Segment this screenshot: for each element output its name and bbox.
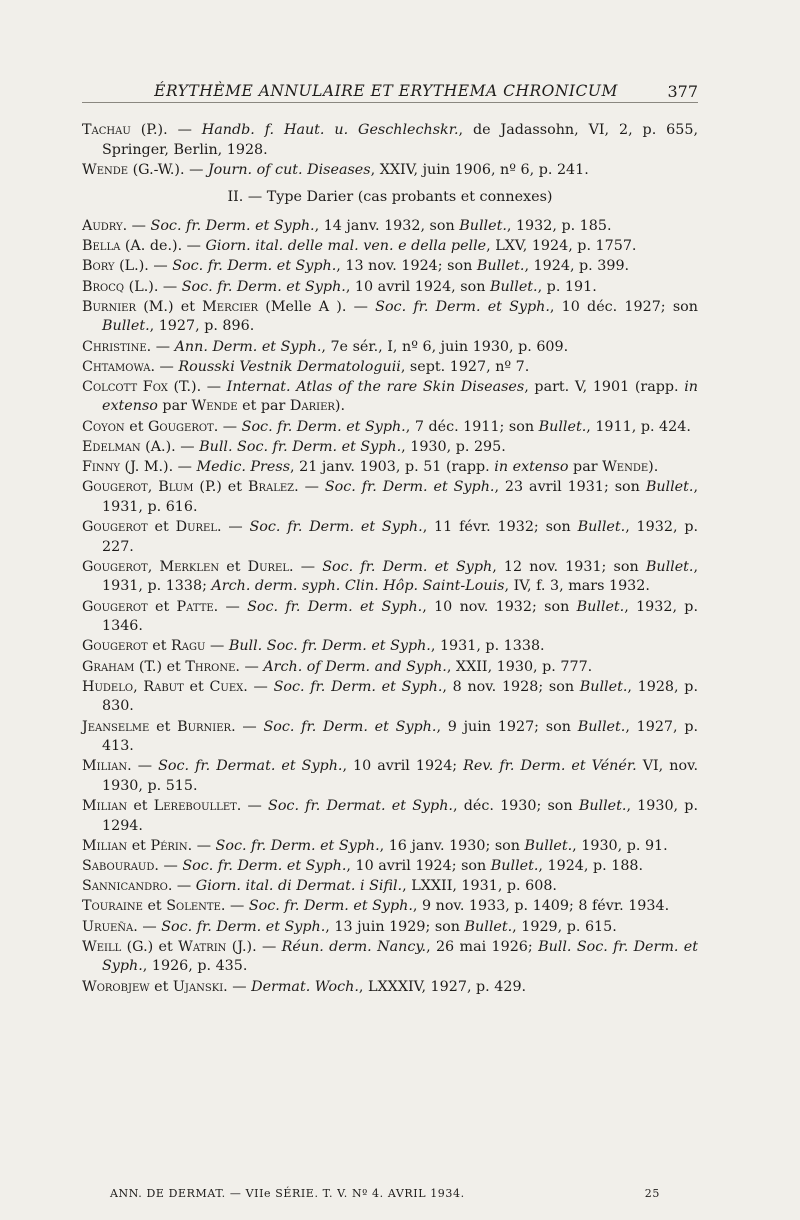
citation-text: (M.) et [136, 298, 203, 315]
citation-text: . — [236, 798, 269, 815]
citation-text: , p. 191. [537, 278, 597, 295]
author-name: Tachau [82, 122, 131, 138]
journal-title: Bullet. [524, 837, 573, 854]
signature-number: 25 [644, 1187, 660, 1200]
citation-text: et [183, 678, 210, 695]
reference-entry [82, 978, 698, 998]
author-name: Mercier [202, 298, 259, 315]
citation-text: , 10 avril 1924, son [345, 278, 490, 295]
author-name: Sannicandro [82, 878, 168, 895]
citation-text: . — [220, 898, 249, 915]
reference-entry [82, 418, 698, 438]
citation-text: (L.). — [124, 278, 182, 295]
author-name: Milian [82, 798, 128, 815]
journal-title: Bull. Soc. fr. Derm. et Syph. [102, 938, 699, 975]
reference-entry [82, 458, 698, 478]
citation-text: , 13 juin 1929; son [325, 918, 465, 935]
journal-title: Bullet. [577, 718, 626, 735]
citation-text: , 10 nov. 1932; son [422, 598, 577, 615]
citation-text: — [205, 638, 229, 655]
journal-title: in extenso [494, 459, 569, 476]
author-name: Gougerot [82, 519, 148, 535]
journal-title: Soc. fr. Derm. et Syph. [161, 918, 326, 935]
author-name: Wende [191, 398, 238, 415]
citation-text: . — [154, 858, 183, 875]
citation-text: ). [648, 459, 659, 476]
journal-title: Bull. Soc. fr. Derm. et Syph. [199, 438, 402, 455]
journal-title: Soc. fr. Derm. et Syph. [249, 519, 423, 535]
citation-text: . — [213, 598, 248, 615]
reference-entry [82, 478, 698, 517]
citation-text: . — [223, 978, 252, 995]
footer [110, 1187, 660, 1200]
citation-text: , 14 janv. 1932, son [314, 217, 460, 234]
journal-title: in extenso [102, 378, 698, 415]
citation-text: , 9 nov. 1933, p. 1409; 8 févr. 1934. [412, 898, 670, 915]
author-name: Gougerot [82, 558, 148, 575]
author-name: Audry [82, 217, 123, 234]
author-name: Rabut [143, 678, 184, 695]
journal-title: Arch. of Derm. and Syph. [263, 658, 447, 675]
citation-text: , 12 nov. 1931; son [492, 558, 646, 575]
reference-entry [82, 637, 698, 657]
reference-list [82, 121, 698, 998]
author-name: Finny [82, 459, 120, 476]
author-name: Bella [82, 238, 121, 255]
reference-entry [82, 358, 698, 378]
citation-text: , 26 mai 1926; [426, 938, 539, 955]
running-title: ÉRYTHÈME ANNULAIRE ET ERYTHEMA CHRONICUM [154, 82, 618, 100]
journal-title: Bullet. [489, 278, 538, 295]
citation-text: , 1928, p. 830. [102, 678, 699, 715]
author-name: Christine [82, 338, 147, 355]
citation-text: , 1932, p. 185. [506, 217, 612, 234]
citation-text: , 11 févr. 1932; son [422, 519, 578, 535]
author-name: Gougerot [82, 638, 148, 655]
author-name: Ujanski [172, 978, 224, 995]
journal-title: Bullet. [579, 678, 628, 695]
citation-text: , LXXXIV, 1927, p. 429. [358, 978, 527, 995]
citation-text: et [149, 978, 173, 995]
citation-text: (L.). — [114, 258, 173, 275]
citation-text: , 1926, p. 435. [142, 958, 248, 975]
citation-text: , 7e sér., I, nº 6, juin 1930, p. 609. [321, 338, 569, 355]
citation-text: , de Jadassohn, VI, 2, p. 655, Springer, Berlin, 1928. [102, 122, 698, 158]
citation-text: , 1931, p. 1338. [430, 638, 545, 655]
journal-title: Rev. fr. Derm. et Vénér. [463, 758, 637, 775]
citation-text: , 10 déc. 1927; son [549, 298, 698, 315]
author-name: Chtamowa [82, 358, 151, 375]
citation-text: , 1929, p. 615. [512, 918, 617, 935]
reference-entry [82, 658, 698, 678]
citation-text: , 1932, p. 1346. [102, 598, 698, 635]
author-name: Blum [158, 479, 194, 496]
citation-text: , 1930, p. 295. [401, 438, 506, 455]
author-name: Gougerot [147, 418, 214, 435]
reference-entry [82, 877, 698, 897]
journal-title: Internat. Atlas of the rare Skin Diseases [226, 378, 525, 395]
journal-title: Arch. derm. syph. Clin. Hôp. Saint-Louis [211, 578, 505, 595]
citation-text: . — [213, 418, 242, 435]
reference-entry [82, 217, 698, 237]
journal-title: Giorn. ital. di Dermat. i Sifil. [195, 878, 403, 895]
journal-title: Réun. derm. Nancy. [281, 938, 427, 955]
journal-title: Soc. fr. Derm. et Syph. [375, 298, 550, 315]
citation-text: . — [216, 519, 250, 535]
author-name: Burnier [82, 298, 136, 315]
citation-text: et [127, 798, 154, 815]
reference-entry [82, 797, 698, 836]
reference-entry [82, 257, 698, 277]
journal-title: Bullet. [102, 318, 150, 335]
author-name: Hudelo [82, 678, 134, 695]
author-name: Coyon [82, 418, 125, 435]
reference-entry [82, 558, 698, 597]
journal-title: Bull. Soc. fr. Derm. et Syph. [228, 638, 431, 655]
reference-entry [82, 278, 698, 298]
citation-text: , part. V, 1901 (rapp. [524, 378, 685, 395]
citation-text: (J. M.). — [119, 459, 197, 476]
citation-text: (P.). — [130, 122, 202, 138]
citation-text: , 21 janv. 1903, p. 51 (rapp. [290, 459, 495, 476]
reference-entry [82, 837, 698, 857]
citation-text: (J.). — [226, 938, 282, 955]
journal-title: Soc. fr. Derm. et Syph. [172, 258, 337, 275]
citation-text: par [568, 459, 603, 476]
reference-entry [82, 938, 698, 977]
citation-text: , 1931, p. 616. [102, 479, 698, 515]
reference-entry [82, 161, 698, 181]
citation-text: . — [127, 758, 159, 775]
citation-text: , 10 avril 1924; [342, 758, 464, 775]
citation-text: , sept. 1927, nº 7. [400, 358, 530, 375]
citation-text: , LXV, 1924, p. 1757. [486, 238, 637, 255]
citation-text: . — [231, 718, 264, 735]
citation-text: , [147, 558, 160, 575]
journal-title: Bullet. [490, 858, 539, 875]
page-number: 377 [667, 82, 698, 101]
journal-title: Soc. fr. Derm. et Syph. [241, 418, 406, 435]
citation-text: par [157, 398, 192, 415]
citation-text: , 13 nov. 1924; son [336, 258, 477, 275]
journal-title: Ann. Derm. et Syph. [174, 338, 322, 355]
journal-title: Soc. fr. Dermat. et Syph. [158, 758, 343, 775]
journal-title: Bullet. [538, 418, 587, 435]
author-name: Touraine [82, 898, 143, 915]
journal-title: Dermat. Woch. [251, 978, 359, 995]
journal-title: Soc. fr. Dermat. et Syph. [268, 798, 453, 815]
citation-text: ). [334, 398, 346, 415]
citation-text: , 1924, p. 188. [538, 858, 644, 875]
author-name: Gougerot [82, 479, 148, 496]
author-name: Brocq [82, 278, 125, 295]
citation-text: . — [289, 558, 323, 575]
reference-entry [82, 897, 698, 917]
reference-entry [82, 378, 698, 417]
citation-text: . — [146, 338, 175, 355]
author-name: Gougerot [82, 598, 148, 615]
reference-entry [82, 338, 698, 358]
reference-entry [82, 918, 698, 938]
author-name: Cuex [209, 678, 244, 695]
journal-title: Journ. of cut. Diseases [207, 161, 371, 178]
reference-entry [82, 857, 698, 877]
reference-entry [82, 678, 698, 717]
author-name: Lereboullet [153, 798, 237, 815]
citation-text: (G.) et [121, 938, 179, 955]
author-name: Wende [602, 459, 649, 476]
journal-title: Soc. fr. Derm. et Syph. [324, 479, 495, 496]
reference-entry [82, 757, 698, 796]
author-name: Burnier [177, 718, 232, 735]
journal-title: Soc. fr. Derm. et Syph [322, 558, 493, 575]
citation-text: . — [294, 479, 325, 496]
citation-text: , LXXII, 1931, p. 608. [402, 878, 557, 895]
citation-text: et [142, 898, 167, 915]
journal-title: Soc. fr. Derm. et Syph. [150, 217, 315, 234]
citation-text: , 1932, p. 227. [102, 519, 699, 555]
citation-text: VI, nov. 1930, p. 515. [102, 758, 698, 794]
author-name: Bralez [247, 479, 295, 496]
citation-text: et [219, 558, 248, 575]
reference-entry [82, 718, 698, 757]
reference-entry [82, 298, 698, 337]
header-rule [82, 102, 698, 103]
journal-title: Soc. fr. Derm. et Syph. [215, 837, 380, 854]
citation-text: (T.) et [134, 658, 186, 675]
author-name: Urueña [82, 918, 134, 935]
author-name: Jeanselme [82, 718, 150, 735]
citation-text: (Melle A ). — [258, 298, 376, 315]
citation-text: (G.-W.). — [128, 161, 208, 178]
author-name: Darier [289, 398, 335, 415]
journal-title: Handb. f. Haut. u. Geschlechskr. [201, 122, 459, 138]
journal-title: Medic. Press [196, 459, 291, 476]
author-name: Sabouraud [82, 858, 155, 875]
footer-journal-line: ANN. DE DERMAT. — VIIe SÉRIE. T. V. Nº 4. AVRIL 1934. [110, 1187, 465, 1200]
author-name: Solente [166, 898, 221, 915]
journal-title: Bullet. [578, 798, 627, 815]
section-heading: II. — Type Darier (cas probants et connexes) [227, 189, 553, 206]
citation-text: , 7 déc. 1911; son [405, 418, 539, 435]
author-name: Worobjew [82, 978, 150, 995]
author-name: Graham [82, 658, 135, 675]
citation-text: et [147, 638, 172, 655]
author-name: Ragu [171, 638, 206, 655]
journal-title: Soc. fr. Derm. et Syph. [273, 678, 443, 695]
citation-text: , XXIV, juin 1906, nº 6, p. 241. [370, 161, 589, 178]
journal-title: Giorn. ital. delle mal. ven. e della pelle [205, 238, 487, 255]
citation-text: , 1931, p. 1338; [102, 558, 699, 595]
citation-text: , 1930, p. 91. [572, 837, 668, 854]
citation-text: et [127, 837, 151, 854]
citation-text: , 1911, p. 424. [586, 418, 691, 435]
journal-title: Bullet. [645, 558, 694, 575]
citation-text: . — [167, 878, 196, 895]
journal-title: Bullet. [464, 918, 513, 935]
citation-text: , XXII, 1930, p. 777. [446, 658, 593, 675]
citation-text: (T.). — [167, 378, 227, 395]
citation-text: . — [243, 678, 274, 695]
journal-title: Soc. fr. Derm. et Syph. [247, 598, 423, 615]
citation-text: . — [235, 658, 264, 675]
citation-text: , déc. 1930; son [452, 798, 579, 815]
journal-title: Soc. fr. Derm. et Syph. [248, 898, 413, 915]
citation-text: , IV, f. 3, mars 1932. [504, 578, 650, 595]
author-name: Périn [150, 837, 188, 854]
journal-title: Bullet. [459, 217, 507, 234]
reference-entry [82, 518, 698, 557]
author-name: Weill [82, 938, 122, 955]
journal-title: Soc. fr. Derm. et Syph. [182, 858, 347, 875]
citation-text: , 16 janv. 1930; son [379, 837, 525, 854]
citation-text: et [147, 519, 176, 535]
reference-entry [82, 121, 698, 160]
citation-text: et par [237, 398, 290, 415]
journal-title: Soc. fr. Derm. et Syph. [263, 718, 437, 735]
citation-text: , 1927, p. 896. [149, 318, 255, 335]
journal-title: Soc. fr. Derm. et Syph. [181, 278, 346, 295]
citation-text: , 1924, p. 399. [524, 258, 630, 275]
citation-text: (A. de.). — [120, 238, 206, 255]
author-name: Milian [82, 758, 128, 775]
reference-entry [82, 438, 698, 458]
citation-text: . — [187, 837, 216, 854]
reference-entry [82, 598, 698, 637]
author-name: Durel [247, 558, 290, 575]
citation-text: . — [122, 217, 151, 234]
journal-title: Bullet. [577, 519, 626, 535]
author-name: Wende [82, 161, 129, 178]
journal-title: Rousski Vestnik Dermatologuii [178, 358, 401, 375]
citation-text: , 1927, p. 413. [102, 718, 699, 755]
citation-text: (P.) et [193, 479, 248, 496]
author-name: Merklen [159, 558, 220, 575]
citation-text: , [133, 678, 144, 695]
citation-text: et [124, 418, 148, 435]
citation-text: et [149, 718, 178, 735]
citation-text: , 23 avril 1931; son [494, 479, 646, 496]
journal-title: Bullet. [576, 598, 625, 615]
author-name: Patte [176, 598, 214, 615]
citation-text: , 8 nov. 1928; son [442, 678, 580, 695]
author-name: Durel [175, 519, 217, 535]
citation-text: , 10 avril 1924; son [346, 858, 491, 875]
reference-entry [82, 237, 698, 257]
author-name: Edelman [82, 438, 141, 455]
author-name: Watrin [178, 938, 227, 955]
author-name: Milian [82, 837, 128, 854]
author-name: Throne [185, 658, 236, 675]
citation-text: . — [133, 918, 162, 935]
journal-title: Bullet. [645, 479, 694, 496]
citation-text: et [147, 598, 177, 615]
citation-text: , 9 juin 1927; son [436, 718, 578, 735]
citation-text: . — [150, 358, 179, 375]
author-name: Bory [82, 258, 115, 275]
citation-text: (A.). — [140, 438, 200, 455]
author-name: Colcott Fox [82, 378, 168, 395]
journal-title: Bullet. [476, 258, 525, 275]
citation-text: , 1930, p. 1294. [102, 798, 698, 834]
citation-text: , [147, 479, 159, 496]
